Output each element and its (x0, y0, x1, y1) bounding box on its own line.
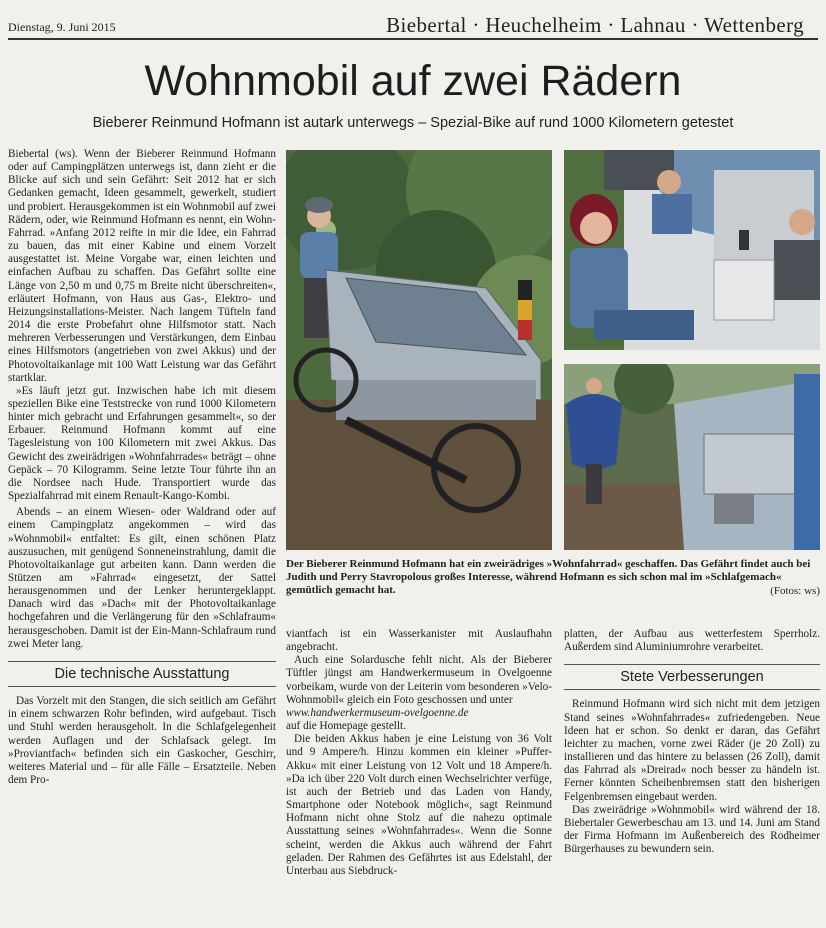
paragraph: Das zweirädrige »Wohnmobil« wird während der 18. Biebertaler Gewerbeschau am 13. und 14. Juni am Stand der Firma Hofmann im Außenbereich des Rodheimer Bürgerhauses zu bewundern sein. (564, 803, 820, 856)
museum-link[interactable]: www.handwerkermuseum-ovelgoenne.de (286, 706, 469, 719)
paragraph-intro: Biebertal (ws). Wenn der Bieberer Reinmund Hofmann oder auf Campingplätzen unterwegs ist, dann zieht er die Blicke auf sich und sein Gefährt: Seit 2012 hat er sich Gedanken gemacht, Ideen gesammelt, gewerkelt, studiert und probiert. Herausgekommen ist ein Wohnmobil auf zwei Rädern, oder, wie Reinmund Hofmann es nennt, ein Wohn-Fahrrad. »Anfang 2012 reifte in mir die Idee, ein Fahrrad zu bauen, das mit einer Kabine und einem Vorzelt ausgestattet ist. Meine Vorgabe war, einen leichten und einfachen Aufbau zu schaffen. Das Gefährt sollte eine Länge von 2,50 m und 0,75 m Breite nicht überschreiten«, erläutert Hofmann, von Haus aus Gas-, Elektro- und Heizungsinstallations-Meister. Nach langem Tüfteln fand 2014 die erste Probefahrt ohne Hilfsmotor statt. Nach mehreren Verbesserungen und Verstärkungen, dem Einbau eines Hilfsmotors (angetrieben von zwei Akkus) und der Photovoltaikanlage mit 100 Watt Leistung war das Gefährt startklar. (8, 148, 276, 384)
paragraph: Die beiden Akkus haben je eine Leistung von 36 Volt und 9 Ampere/h. Hinzu kommen ein kleiner »Puffer-Akku« mit einer Leistung von 12 Volt und 18 Ampere/h. »Da ich über 220 Volt durch einen Wechselrichter verfüge, ist auch der Betrieb und das Laden von Handy, Smartphone oder Notebook möglich«, sagt Reinmund Hofmann nicht ohne Stolz auf die nahezu optimale Ausstattung seines »Wohnfahrrades«. Wenn die Sonne scheint, werden die Akkus auch während der Fahrt geladen. Der Rahmen des Gefährtes ist aus Edelstahl, der Unterbau aus Siebdruck- (286, 733, 552, 877)
paragraph: Reinmund Hofmann wird sich nicht mit dem jetzigen Stand seines »Wohnfahrrades« zufriedengeben. Neue Ideen hat er schon. So denkt er daran, das Gefährt leichter zu machen, vorne zwei Räder (je 20 Zoll) zu installieren und das hintere zu belassen (26 Zoll), damit das Fahrrad als »Dreirad« noch besser zu händeln ist. Ferner könnten Scheibenbremsen statt den bisherigen Felgenbremsen eingebaut werden. (564, 698, 820, 803)
section-heading-technik: Die technische Ausstattung (8, 661, 276, 687)
masthead-rule (8, 38, 818, 40)
photo-caption (286, 558, 820, 597)
paragraph: auf die Homepage gestellt. (286, 720, 406, 733)
photo-visitors-in-camper (564, 150, 820, 350)
photo-credit: (Fotos: ws) (770, 585, 820, 597)
issue-date: Dienstag, 9. Juni 2015 (8, 20, 116, 34)
paragraph: platten, der Aufbau aus wetterfestem Sperrholz. Außerdem sind Aluminiumrohre verarbeitet. (564, 628, 820, 654)
subheadline: Bieberer Reinmund Hofmann ist autark unterwegs – Spezial-Bike auf rund 1000 Kilometern getestet (92, 115, 734, 131)
paragraph: Auch eine Solardusche fehlt nicht. Als der Bieberer Tüftler jüngst am Handwerkermuseum in Ovelgoenne vorbeikam, wurde von der Leiterin vom besonderen »Velo-Wohnmobil« gleich ein Foto geschossen und unter (286, 654, 552, 706)
paragraph: Abends – an einem Wiesen- oder Waldrand oder auf einem Campingplatz angekommen – wird das »Wohnmobil« entfaltet: Es gilt, einen schönen Platz auszusuchen, mit genügend Sonneneinstrahlung, damit die Photovoltaikanlage gut arbeiten kann. Dann werden die Stützen am »Fahrrad« eingesetzt, der Sattel herausgenommen und der Lenker heruntergeklappt. Danach wird das »Dach« mit der Photovoltaikanlage hochgefahren und die Verlängerung für den »Schlafraum« herausgeschoben. Damit ist der Ein-Mann-Schlafraum rund zwei Meter lang. (8, 506, 276, 650)
paragraph: »Es läuft jetzt gut. Inzwischen habe ich mit diesem speziellen Bike eine Teststrecke von rund 1000 Kilometern hinter mich gebracht und Erfahrungen gesammelt«, so der Erbauer. Reinmund Hofmann kommt auf eine Tagesleistung von 100 Kilometern mit zwei Akkus. Das Gewicht des zweirädrigen »Wohnfahrrades« beträgt – ohne Gepäck – 70 Kilogramm. Seine letzte Tour führte ihn an die Nordsee nach Hude. Transportiert wurde das Spezialfahrrad mit einem Renault-Kango-Kombi. (8, 384, 276, 503)
section-heading-verbesserungen: Stete Verbesserungen (564, 664, 820, 690)
headline: Wohnmobil auf zwei Rädern (144, 57, 682, 105)
section-places: Biebertal · Heuchelheim · Lahnau · Wettenberg (386, 13, 804, 37)
paragraph: Das Vorzelt mit den Stangen, die sich seitlich am Gefährt in einem schwarzen Rohr befinden, wird aufgebaut. Tisch und Stuhl werden herausgeholt. In die Schlafgelegenheit werden Auflagen und der Schlafsack gelegt. Im »Proviantfach« befinden sich ein Gaskocher, Geschirr, weiteres Material und – für alle Fälle – Ersatzteile. Neben dem Pro- (8, 695, 276, 787)
article-column-3 (564, 628, 820, 856)
article-column-2 (286, 628, 552, 878)
article-column-1 (8, 148, 276, 787)
photo-man-with-tent (564, 364, 820, 550)
paragraph: viantfach ist ein Wasserkanister mit Auslaufhahn angebracht. (286, 628, 552, 654)
photo-bike-in-garden (286, 150, 552, 550)
caption-text: Der Bieberer Reinmund Hofmann hat ein zweirädriges »Wohnfahrrad« geschaffen. Das Gefährt findet auch bei Judith und Perry Stavropolous großes Interesse, während Hofmann es sich schon mal im »Schlafgemach« gemütlich gemacht hat. (286, 558, 811, 596)
